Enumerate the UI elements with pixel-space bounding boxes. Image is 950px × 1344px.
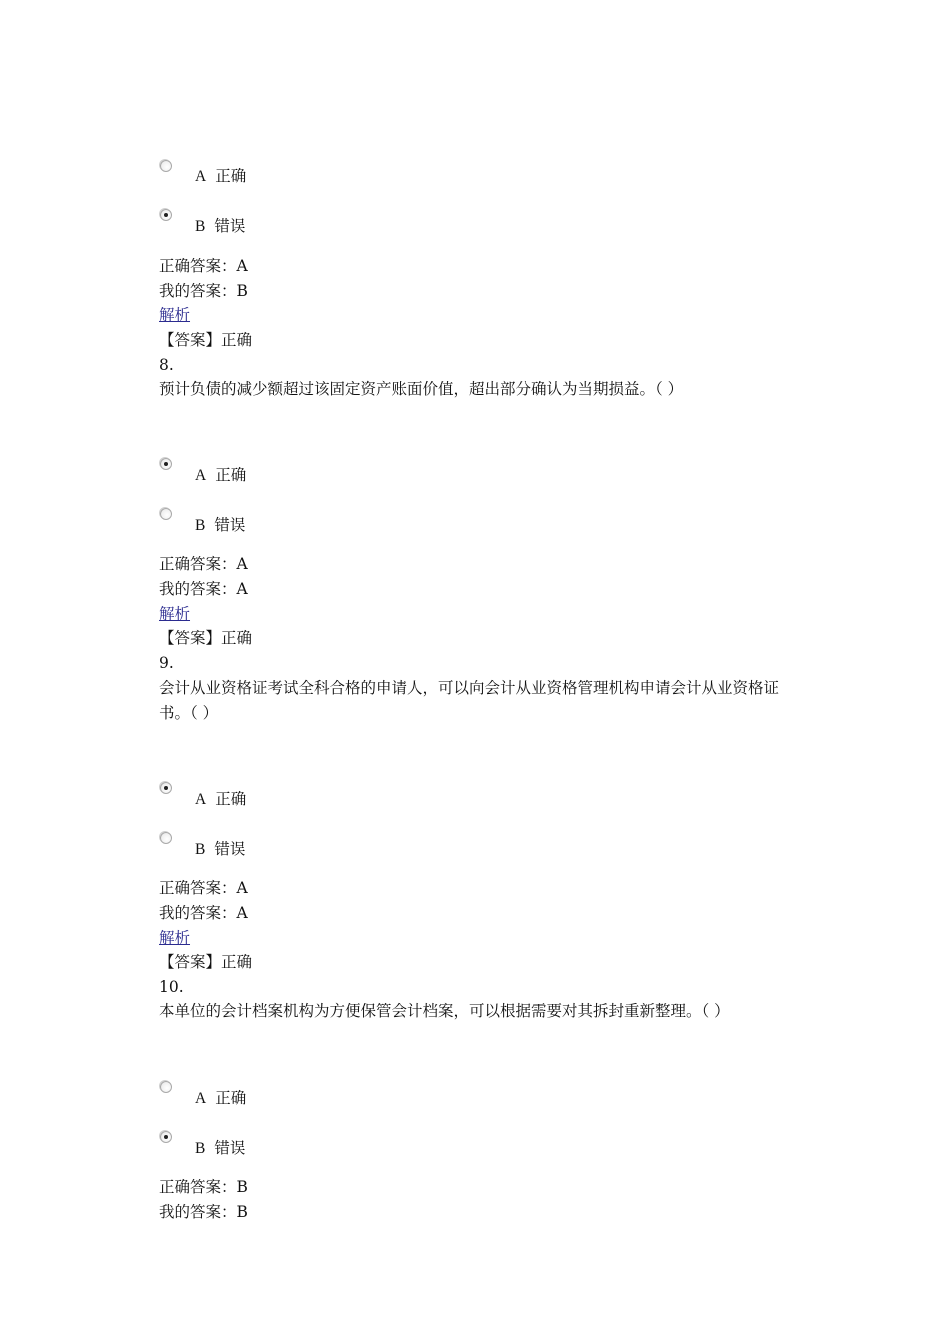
q9-option-b-radio[interactable] [160, 832, 172, 844]
q7-option-b[interactable] [195, 216, 245, 237]
q9-analysis-link[interactable]: 解析 [159, 929, 191, 947]
q9-option-a-radio[interactable] [160, 782, 172, 794]
q8-number: 8. [159, 356, 174, 374]
q9-number: 9. [159, 654, 174, 672]
q8-explanation: 【答案】正确 [159, 629, 253, 647]
option-text: 正确 [215, 790, 247, 808]
q8-option-b[interactable] [195, 515, 245, 536]
radio-selected-dot [164, 1135, 168, 1139]
q9-option-a[interactable] [195, 789, 246, 810]
option-text: 正确 [215, 1089, 247, 1107]
q10-question-text: 本单位的会计档案机构为方便保管会计档案，可以根据需要对其拆封重新整理。（ ） [159, 1002, 730, 1020]
option-letter: B [195, 218, 206, 235]
q7-correct-answer: 正确答案：A [159, 257, 248, 275]
option-letter: A [195, 791, 207, 808]
q9-option-b[interactable] [195, 839, 245, 860]
option-text: 正确 [215, 466, 247, 484]
radio-selected-dot [164, 213, 168, 217]
option-letter: B [195, 841, 206, 858]
q10-option-a[interactable] [195, 1088, 246, 1109]
q9-question-text: 会计从业资格证考试全科合格的申请人，可以向会计从业资格管理机构申请会计从业资格证书。（ ） [159, 679, 780, 722]
option-text: 错误 [214, 217, 246, 235]
q9-correct-answer: 正确答案：A [159, 879, 248, 897]
option-text: 错误 [214, 1139, 246, 1157]
q8-question-text: 预计负债的减少额超过该固定资产账面价值，超出部分确认为当期损益。（ ） [159, 380, 684, 398]
q7-option-b-radio[interactable] [160, 209, 172, 221]
option-letter: B [195, 517, 206, 534]
q7-option-a-radio[interactable] [160, 160, 172, 172]
q10-correct-answer: 正确答案：B [159, 1178, 248, 1196]
q7-option-a[interactable] [195, 166, 246, 187]
radio-selected-dot [164, 462, 168, 466]
option-letter: B [195, 1140, 206, 1157]
q8-correct-answer: 正确答案：A [159, 555, 248, 573]
option-text: 正确 [215, 167, 247, 185]
q8-option-a[interactable] [195, 465, 246, 486]
option-letter: A [195, 1090, 207, 1107]
radio-selected-dot [164, 786, 168, 790]
q8-option-b-radio[interactable] [160, 508, 172, 520]
q8-my-answer: 我的答案：A [159, 580, 248, 598]
q7-my-answer: 我的答案：B [159, 282, 248, 300]
q8-option-a-radio[interactable] [160, 458, 172, 470]
q7-explanation: 【答案】正确 [159, 331, 253, 349]
option-text: 错误 [214, 840, 246, 858]
q8-analysis-link[interactable]: 解析 [159, 605, 191, 623]
q9-my-answer: 我的答案：A [159, 904, 248, 922]
q10-number: 10. [159, 978, 184, 996]
q9-explanation: 【答案】正确 [159, 953, 253, 971]
q10-my-answer: 我的答案：B [159, 1203, 248, 1221]
q7-analysis-link[interactable]: 解析 [159, 306, 191, 324]
q10-option-b[interactable] [195, 1138, 245, 1159]
q10-option-a-radio[interactable] [160, 1081, 172, 1093]
option-letter: A [195, 467, 207, 484]
q10-option-b-radio[interactable] [160, 1131, 172, 1143]
option-text: 错误 [214, 516, 246, 534]
option-letter: A [195, 168, 207, 185]
